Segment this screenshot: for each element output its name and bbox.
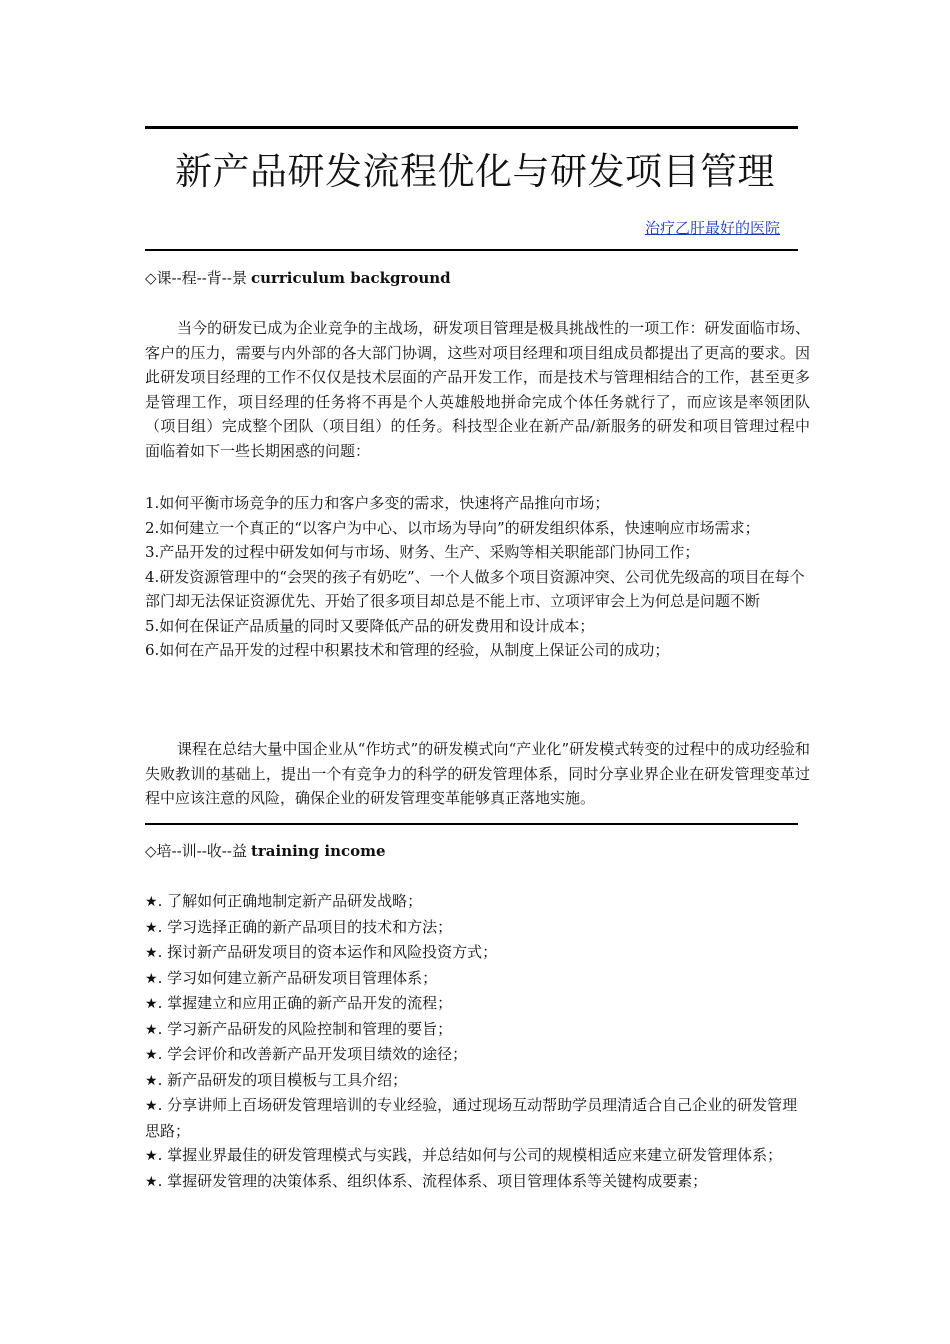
section-heading-cn: ◇培--训--收--益 — [145, 842, 247, 860]
list-item: ★. 掌握建立和应用正确的新产品开发的流程； — [145, 994, 453, 1012]
list-item: 4.研发资源管理中的“会哭的孩子有奶吃”、一个人做多个项目资源冲突、公司优先级高的项目在每个部门却无法保证资源优先、开始了很多项目却总是不能上市、立项评审会上为何总是问题不断 — [145, 567, 805, 610]
star-icon: ★ — [145, 894, 158, 910]
closing-paragraph: 课程在总结大量中国企业从“作坊式”的研发模式向“产业化”研发模式转变的过程中的成功经验和失败教训的基础上，提出一个有竞争力的科学的研发管理体系，同时分享业界企业在研发管理变革过程中应该注意的风险，确保企业的研发管理变革能够真正落地实施。 — [145, 740, 810, 807]
hospital-link[interactable]: 治疗乙肝最好的医院 — [644, 219, 780, 237]
section-heading-en: curriculum background — [250, 269, 451, 287]
star-icon: ★ — [145, 1072, 158, 1089]
star-icon: ★ — [145, 1047, 158, 1063]
list-item: ★. 掌握研发管理的决策体系、组织体系、流程体系、项目管理体系等关键构成要素； — [145, 1171, 708, 1190]
star-icon: ★ — [145, 945, 158, 961]
intro-paragraph: 当今的研发已成为企业竞争的主战场，研发项目管理是极具挑战性的一项工作：研发面临市场、客户的压力，需要与内外部的各大部门协调，这些对项目经理和项目组成员都提出了更高的要求。因此研发项目经理的工作不仅仅是技术层面的产品开发工作，而是技术与管理相结合的工作，甚至更多是管理工作，项目经理的任务将不再是个人英雄般地拼命完成个体任务就行了，而应该是率领团队（项目组）完成整个团队（项目组）的任务。科技型企业在新产品/新服务的研发和项目管理过程中面临着如下一些长期困惑的问题： — [145, 319, 810, 460]
list-item: 5.如何在保证产品质量的同时又要降低产品的研发费用和设计成本； — [145, 616, 595, 635]
section-rule — [145, 823, 798, 825]
list-item: 2.如何建立一个真正的“以客户为中心、以市场为导向”的研发组织体系，快速响应市场需求； — [145, 518, 760, 537]
star-icon: ★ — [145, 919, 158, 936]
list-item: ★. 学会评价和改善新产品开发项目绩效的途径； — [145, 1045, 468, 1063]
list-item: 1.如何平衡市场竞争的压力和客户多变的需求，快速将产品推向市场； — [145, 494, 610, 512]
list-item: ★. 掌握业界最佳的研发管理模式与实践，并总结如何与公司的规模相适应来建立研发管理体系； — [145, 1146, 783, 1164]
section-heading-background — [145, 268, 451, 288]
list-item: ★. 学习如何建立新产品研发项目管理体系； — [145, 968, 438, 987]
header-rule — [145, 249, 798, 251]
document-title: 新产品研发流程优化与研发项目管理 — [175, 150, 775, 193]
star-icon: ★ — [145, 1098, 158, 1114]
star-icon: ★ — [145, 970, 158, 987]
star-icon: ★ — [145, 1021, 158, 1038]
section-heading-cn: ◇课--程--背--景 — [145, 269, 247, 287]
star-icon: ★ — [145, 1148, 158, 1164]
star-icon: ★ — [145, 996, 158, 1012]
star-icon: ★ — [145, 1173, 158, 1190]
list-item: ★. 了解如何正确地制定新产品研发战略； — [145, 892, 423, 910]
list-item: ★. 学习选择正确的新产品项目的技术和方法； — [145, 917, 453, 936]
list-item: 3.产品开发的过程中研发如何与市场、财务、生产、采购等相关职能部门协同工作； — [145, 543, 700, 561]
section-heading-en: training income — [250, 842, 386, 860]
list-item: ★. 学习新产品研发的风险控制和管理的要旨； — [145, 1019, 453, 1038]
list-item: ★. 新产品研发的项目模板与工具介绍； — [145, 1070, 408, 1089]
list-item: ★. 分享讲师上百场研发管理培训的专业经验，通过现场互动帮助学员理清适合自己企业的研发管理思路； — [145, 1096, 798, 1140]
list-item: 6.如何在产品开发的过程中积累技术和管理的经验，从制度上保证公司的成功； — [145, 641, 670, 659]
benefit-list — [145, 889, 810, 1194]
section-heading-income — [145, 841, 386, 861]
list-item: ★. 探讨新产品研发项目的资本运作和风险投资方式； — [145, 943, 498, 961]
problem-list — [145, 491, 810, 663]
top-rule — [145, 126, 798, 129]
